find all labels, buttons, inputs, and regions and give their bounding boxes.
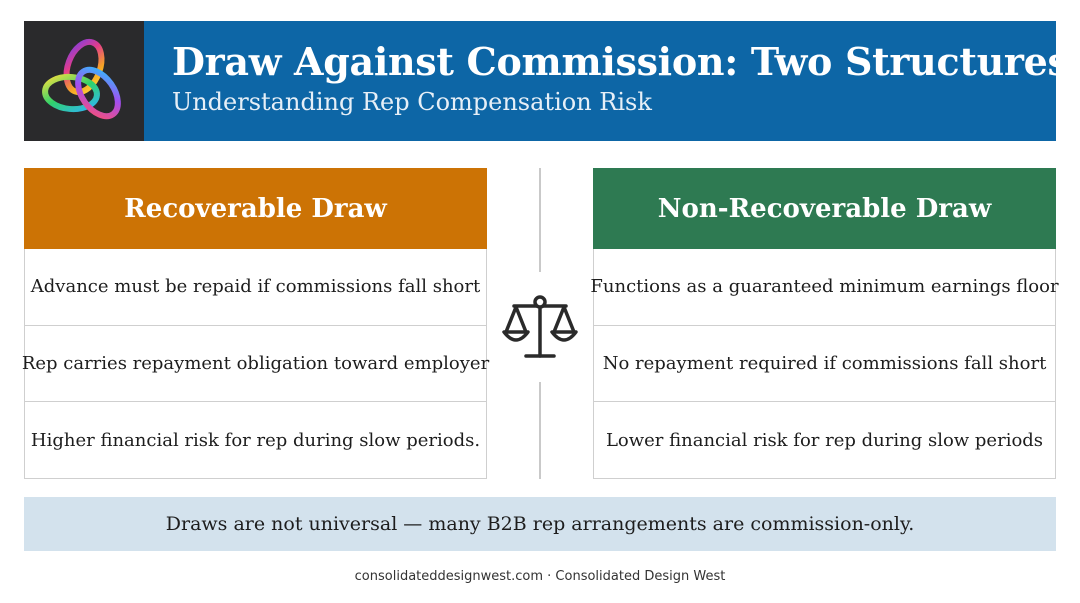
list-item: Rep carries repayment obligation toward employer xyxy=(25,326,486,403)
list-item: Advance must be repaid if commissions fall short xyxy=(25,249,486,326)
recoverable-draw-heading: Recoverable Draw xyxy=(24,168,487,249)
footer-credit: consolidateddesignwest.com · Consolidated Design West xyxy=(354,569,726,584)
list-item: No repayment required if commissions fall short xyxy=(594,326,1055,403)
list-item: Lower financial risk for rep during slow periods xyxy=(605,429,1044,451)
non-recoverable-draw-list xyxy=(590,249,1059,479)
tri-ring-logo-icon xyxy=(38,35,130,127)
recoverable-draw-panel xyxy=(21,168,490,479)
list-item: Higher financial risk for rep during slow periods. xyxy=(30,429,481,451)
page-subtitle: Understanding Rep Compensation Risk xyxy=(172,88,652,116)
center-divider-bottom xyxy=(539,382,541,479)
note-banner: Draws are not universal — many B2B rep arrangements are commission-only. xyxy=(24,497,1056,551)
non-recoverable-draw-heading: Non-Recoverable Draw xyxy=(593,168,1056,249)
page-title: Draw Against Commission: Two Structures xyxy=(172,39,1069,84)
recoverable-draw-list xyxy=(21,249,490,479)
header-banner xyxy=(24,21,1069,141)
center-divider-top xyxy=(539,168,541,272)
balance-scale-icon xyxy=(502,288,578,364)
non-recoverable-draw-panel xyxy=(590,168,1059,479)
logo xyxy=(24,21,144,141)
list-item: Functions as a guaranteed minimum earnings floor xyxy=(594,249,1055,326)
